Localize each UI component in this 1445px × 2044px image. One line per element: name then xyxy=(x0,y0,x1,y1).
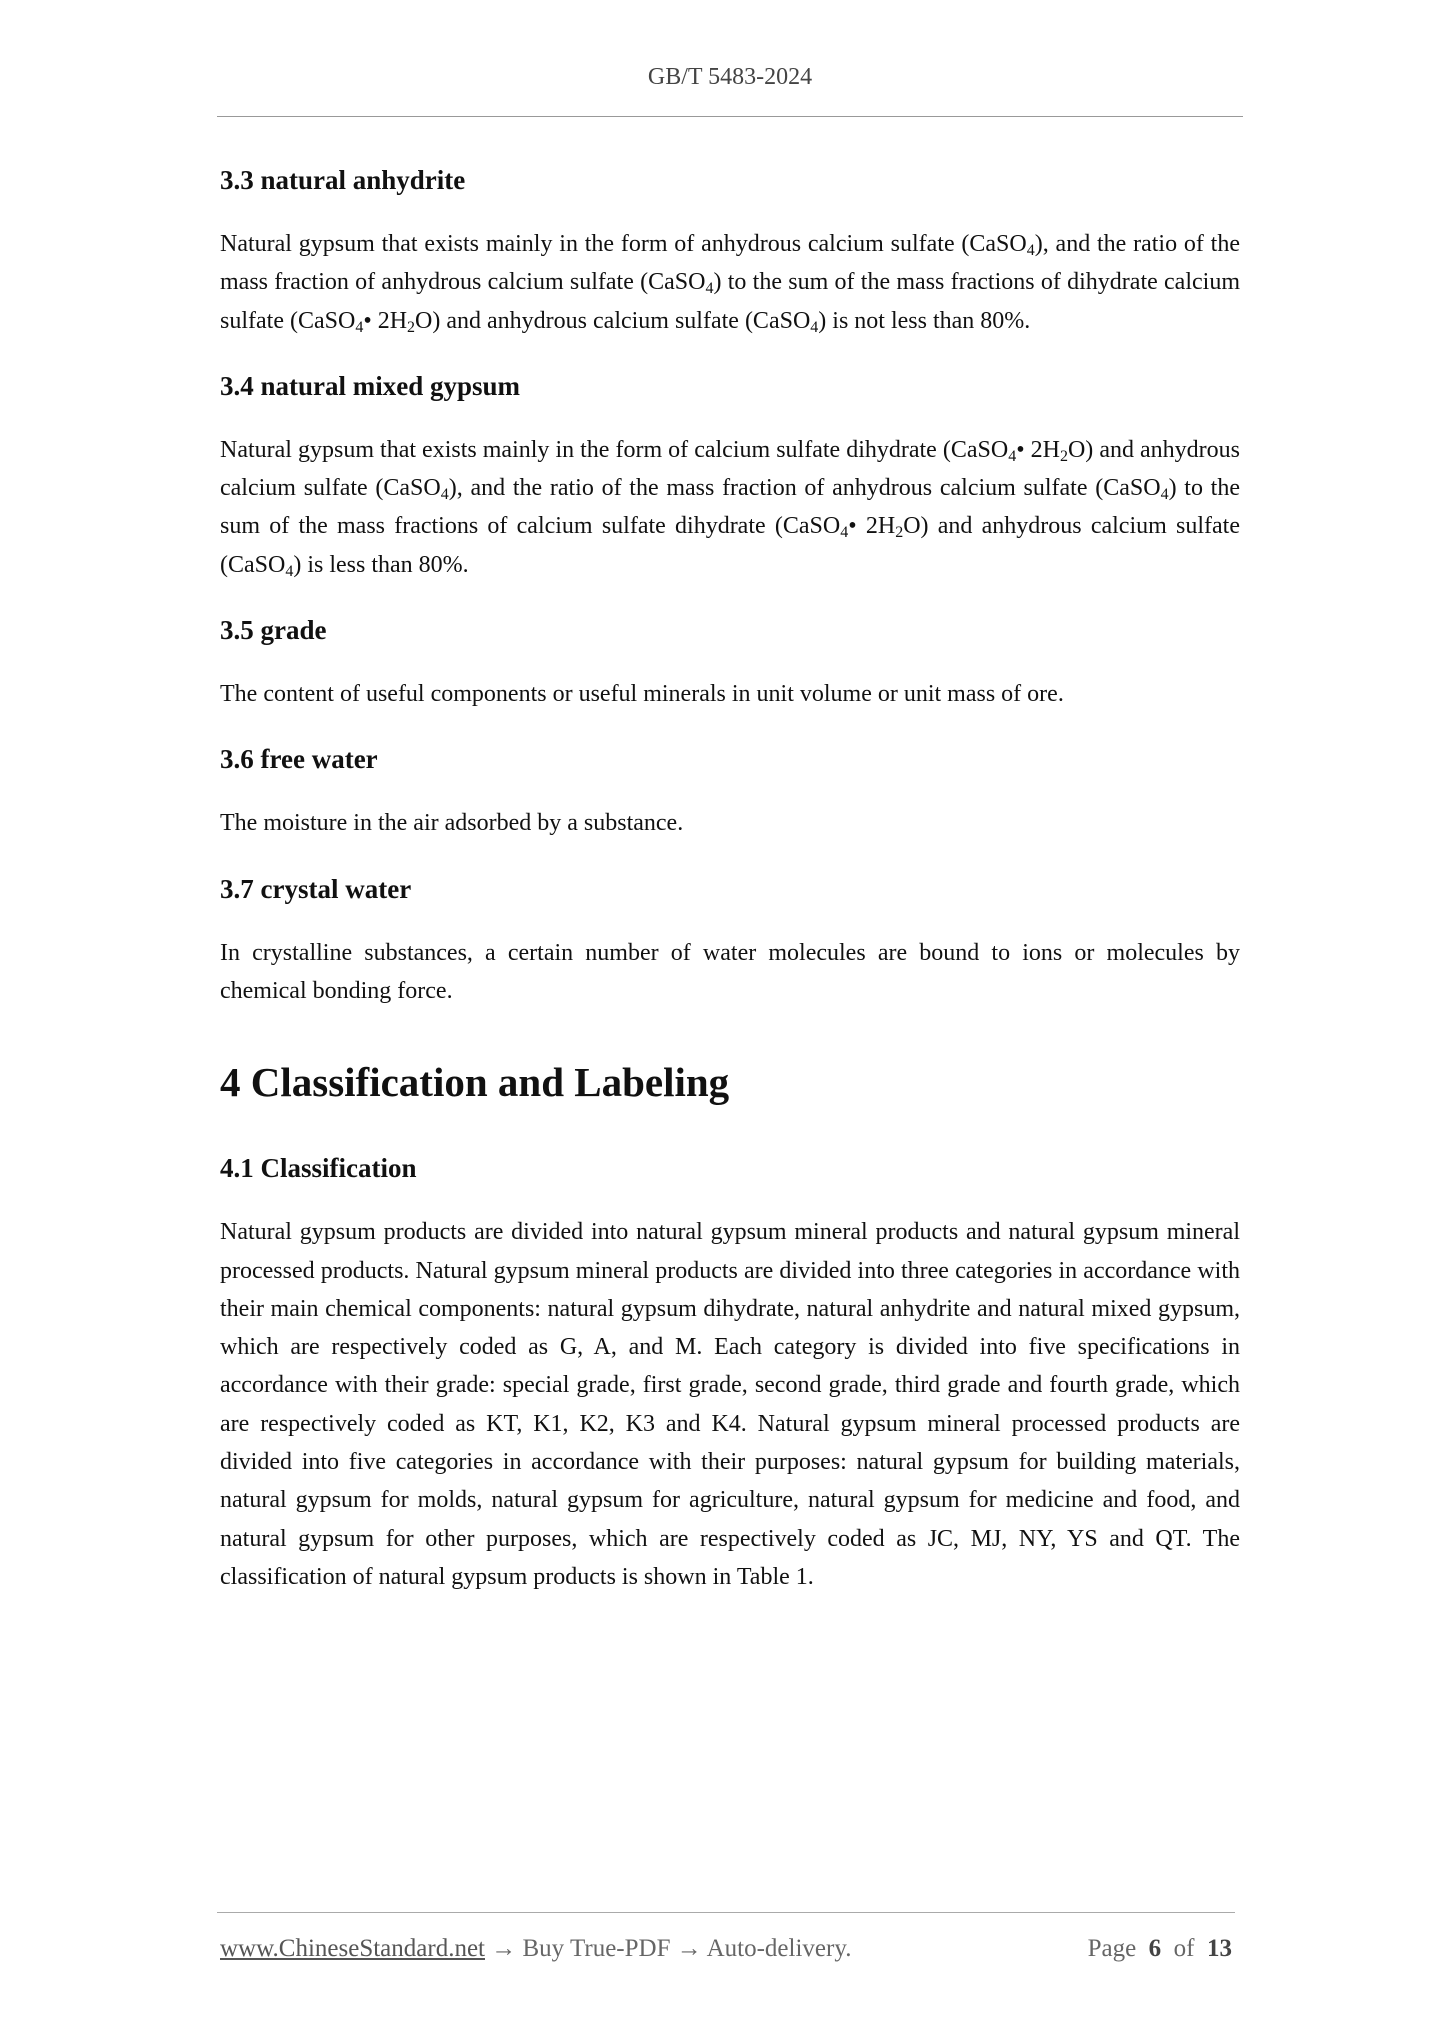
section-3-6-text: The moisture in the air adsorbed by a substance. xyxy=(220,810,684,837)
current-page: 6 xyxy=(1148,1935,1162,1962)
section-3-5-text: The content of useful components or useful minerals in unit volume or unit mass of ore. xyxy=(220,681,1064,708)
footer-promo xyxy=(220,1935,851,1963)
section-3-7-heading: 3.7 crystal water xyxy=(220,873,412,904)
running-header: GB/T 5483-2024 xyxy=(647,64,813,90)
section-3-7-text: In crystalline substances, a certain number of water molecules are bound to ions or molecules by chemical bonding force. xyxy=(220,939,1240,1004)
section-3-6-heading: 3.6 free water xyxy=(220,744,378,775)
arrow-right-icon: → xyxy=(676,1935,702,1962)
page-body xyxy=(220,160,1240,1596)
buy-text: Buy True-PDF xyxy=(522,1935,671,1962)
chapter-4-heading: 4 Classification and Labeling xyxy=(220,1059,730,1106)
section-3-3-text: Natural gypsum that exists mainly in the form of anhydrous calcium sulfate (CaSO$_4$), and the ratio of the mass fraction of anhydrous calcium sulfate (CaSO$_4$) to the sum of the mass fractions of dihydrate calcium sulfate (CaSO$_4$• $2H_2O$) and anhydrous calcium sulfate (CaSO$_4$) is not less than 80%. xyxy=(220,231,1240,336)
section-3-5-heading: 3.5 grade xyxy=(220,615,327,646)
delivery-text: Auto-delivery. xyxy=(706,1935,852,1962)
section-3-4-text: Natural gypsum that exists mainly in the form of calcium sulfate dihydrate (CaSO$_4$• $2H_2O$) and anhydrous calcium sulfate (CaSO$_4$), and the ratio of the mass fraction of anhydrous calcium sulfate (CaSO$_4$) to the sum of the mass fractions of calcium sulfate dihydrate (CaSO$_4$• $2H_2O$) and anhydrous calcium sulfate (CaSO$_4$) is less than 80%. xyxy=(220,436,1240,580)
website-link[interactable]: www.ChineseStandard.net xyxy=(220,1935,485,1962)
arrow-right-icon: → xyxy=(491,1935,517,1962)
section-3-4-heading: 3.4 natural mixed gypsum xyxy=(220,370,521,401)
section-4-1-heading: 4.1 Classification xyxy=(220,1153,417,1184)
section-4-1-text: Natural gypsum products are divided into natural gypsum mineral products and natural gypsum mineral processed products. Natural gypsum mineral products are divided into three categories in accordance with their main chemical components: natural gypsum dihydrate, natural anhydrite and natural mixed gypsum, which are respectively coded as G, A, and M. Each category is divided into five specifications in accordance with their grade: special grade, first grade, second grade, third grade and fourth grade, which are respectively coded as KT, K1, K2, K3 and K4. Natural gypsum mineral processed products are divided into five categories in accordance with their purposes: natural gypsum for building materials, natural gypsum for molds, natural gypsum for agriculture, natural gypsum for medicine and food, and natural gypsum for other purposes, which are respectively coded as JC, MJ, NY, YS and QT. The classification of natural gypsum products is shown in Table 1. xyxy=(220,1219,1240,1590)
header-divider xyxy=(217,116,1243,117)
total-pages: 13 xyxy=(1207,1935,1232,1962)
footer-divider xyxy=(217,1912,1235,1913)
page-number: Page 6 of 13 xyxy=(1087,1935,1232,1962)
section-3-3-heading: 3.3 natural anhydrite xyxy=(220,165,466,195)
